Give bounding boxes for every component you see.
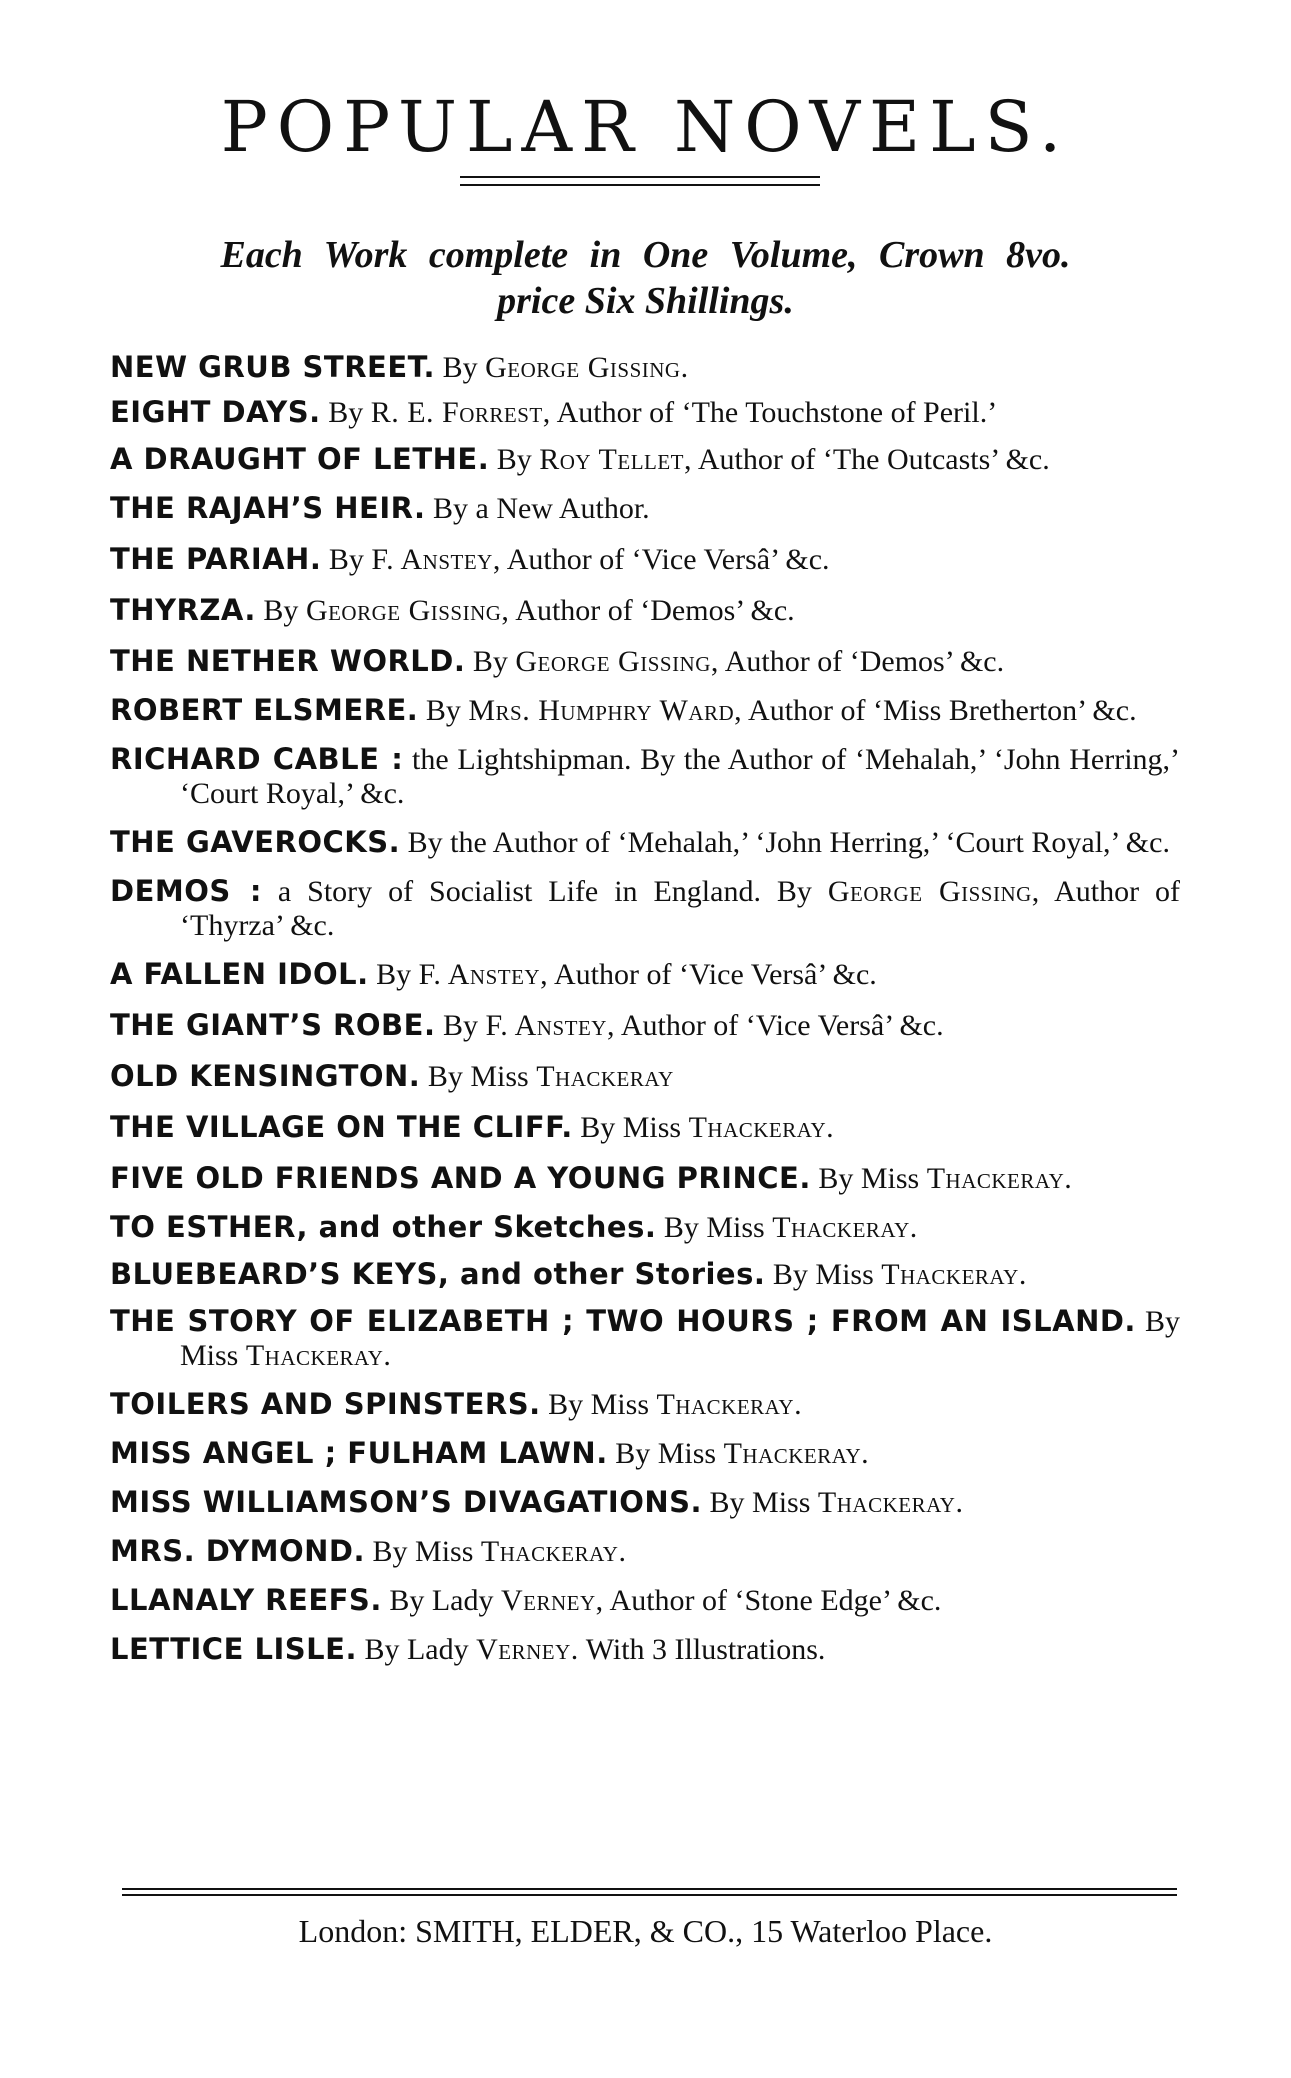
novel-byline: By [328,396,364,429]
novel-byline: By [425,694,461,727]
novel-note: Author of ‘Thyrza’ &c. [180,875,1181,942]
novel-entry [110,1632,1180,1667]
novel-title: ROBERT ELSMERE. [110,693,419,727]
novel-title: BLUEBEARD’S KEYS, and other Stories. [110,1257,766,1291]
novel-entry [110,693,1180,728]
novel-author: Thackeray [536,1060,674,1093]
novel-title: RICHARD CABLE : [110,742,404,776]
novel-entry [110,874,1180,943]
novel-list [110,350,1180,1667]
novel-byline: By the Author of ‘Mehalah,’ ‘John Herring,’ ‘Court Royal,’ &c. [407,826,1170,859]
novel-byline: By Miss [580,1111,682,1144]
novel-title: MISS ANGEL ; FULHAM LAWN. [110,1436,608,1470]
novel-title: LETTICE LISLE. [110,1632,357,1666]
novel-author: Verney. [476,1633,579,1666]
novel-entry [110,1436,1180,1471]
title-rule [460,176,820,190]
novel-author: Thackeray. [772,1211,918,1244]
novel-entry [110,491,1180,526]
novel-author: Verney, [501,1584,604,1617]
novel-author: Thackeray. [926,1162,1073,1195]
novel-note: Author of ‘Vice Versâ’ &c. [553,958,877,991]
novel-note: Author of ‘Miss Bretherton’ &c. [748,694,1137,727]
novel-byline: By [442,351,478,384]
novel-title: THE VILLAGE ON THE CLIFF. [110,1110,573,1144]
novel-entry [110,1110,1180,1145]
novel-author: Thackeray. [656,1388,803,1421]
novel-title: FIVE OLD FRIENDS AND A YOUNG PRINCE. [110,1161,811,1195]
novel-entry [110,1161,1180,1196]
novel-note: Author of ‘Vice Versâ’ &c. [620,1009,944,1042]
page-title: POPULAR NOVELS. [220,86,1071,168]
novel-byline: By Miss [615,1437,717,1470]
publisher-imprint: London: SMITH, ELDER, & CO., 15 Waterloo Place. [298,1913,993,1949]
novel-entry [110,1485,1180,1520]
novel-author: George Gissing. [485,351,689,384]
novel-title: THE GAVEROCKS. [110,825,401,859]
novel-entry [110,1008,1180,1043]
novel-title: OLD KENSINGTON. [110,1059,421,1093]
novel-entry [110,542,1180,577]
novel-title: THE STORY OF ELIZABETH ; TWO HOURS ; FROM AN ISLAND. [110,1304,1136,1338]
novel-entry [110,1210,1180,1245]
novel-entry [110,350,1180,385]
novel-author: George Gissing, [305,594,510,627]
novel-author: R. E. Forrest, [370,396,551,429]
novel-entry [110,1534,1180,1569]
novel-byline: By [376,958,412,991]
novel-title: LLANALY REEFS. [110,1583,382,1617]
novel-author: F. Anstey, [371,543,501,576]
novel-entry [110,442,1180,477]
novel-title: MRS. DYMOND. [110,1534,366,1568]
novel-author: F. Anstey, [485,1009,615,1042]
novel-entry [110,395,1180,430]
novel-title: TO ESTHER, and other Sketches. [110,1210,657,1244]
novel-title: THE NETHER WORLD. [110,644,466,678]
novel-title: THE RAJAH’S HEIR. [110,491,426,525]
subtitle-line-2: price Six Shillings. [497,280,794,322]
novel-title: EIGHT DAYS. [110,395,321,429]
novel-author: George Gissing, [827,875,1040,908]
novel-author: Mrs. Humphry Ward, [468,694,743,727]
footer-rule [122,1888,1177,1898]
novel-title: THE PARIAH. [110,542,322,576]
novel-note: Author of ‘Stone Edge’ &c. [609,1584,942,1617]
novel-note: Author of ‘Vice Versâ’ &c. [506,543,830,576]
novel-entry [110,1304,1180,1373]
novel-author: Thackeray. [480,1535,627,1568]
novel-note: Author of ‘The Outcasts’ &c. [697,443,1050,476]
novel-byline: By Miss [772,1258,874,1291]
novel-note: Author of ‘Demos’ &c. [724,645,1005,678]
novel-byline: By Miss [663,1211,765,1244]
novel-author: Thackeray. [245,1339,392,1372]
novel-byline: By Miss [548,1388,649,1421]
novel-title: NEW GRUB STREET. [110,350,436,384]
novel-title: A DRAUGHT OF LETHE. [110,442,490,476]
subtitle-line-1: Each Work complete in One Volume, Crown 8vo. [220,234,1071,276]
novel-byline: By [496,443,532,476]
novel-byline: By a New Author. [433,492,650,525]
novel-title: THYRZA. [110,593,256,627]
novel-entry [110,825,1180,860]
novel-author: Thackeray. [688,1111,835,1144]
novel-entry [110,644,1180,679]
novel-note: Author of ‘The Touchstone of Peril.’ [556,396,998,429]
novel-byline: By [472,645,508,678]
novel-title: MISS WILLIAMSON’S DIVAGATIONS. [110,1485,703,1519]
novel-entry [110,593,1180,628]
novel-author: F. Anstey, [418,958,549,991]
novel-author: George Gissing, [515,645,719,678]
novel-note: With 3 Illustrations. [585,1633,826,1666]
novel-byline: By [263,594,299,627]
novel-byline: By [328,543,364,576]
novel-note: Author of ‘Demos’ &c. [515,594,795,627]
novel-byline: By Miss [709,1486,811,1519]
novel-title: A FALLEN IDOL. [110,957,369,991]
novel-entry [110,1257,1180,1292]
novel-author: Roy Tellet, [539,443,693,476]
novel-byline: By Miss [427,1060,529,1093]
novel-author: Thackeray. [723,1437,870,1470]
novel-entry [110,1387,1180,1422]
novel-byline: By Lady [364,1633,469,1666]
novel-title: DEMOS : [110,874,262,908]
novel-byline: By [442,1009,478,1042]
novel-author: Thackeray. [881,1258,1027,1291]
novel-byline: By Miss [818,1162,920,1195]
novel-author: Thackeray. [817,1486,964,1519]
novel-byline: By Lady [389,1584,494,1617]
novel-byline: a Story of Socialist Life in England. By [277,875,812,908]
novel-entry [110,742,1180,811]
novel-byline: By Miss [372,1535,474,1568]
novel-entry [110,1583,1180,1618]
novel-entry [110,957,1180,992]
novel-entry [110,1059,1180,1094]
novel-title: TOILERS AND SPINSTERS. [110,1387,541,1421]
novel-byline: the Lightshipman. By the Author of ‘Mehalah,’ ‘John Herring,’ ‘Court Royal,’ &c. [180,743,1181,810]
novel-title: THE GIANT’S ROBE. [110,1008,436,1042]
novel-byline: By Miss [180,1305,1181,1372]
